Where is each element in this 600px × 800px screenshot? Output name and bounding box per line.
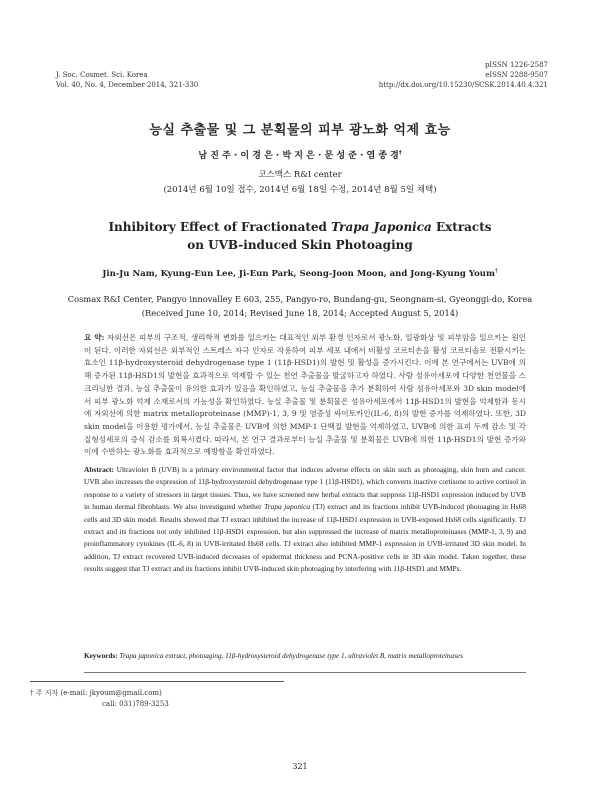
doi-link[interactable]: http://dx.doi.org/10.15230/SCSK.2014.40.4.321 — [378, 81, 548, 89]
page-number: 321 — [292, 762, 308, 771]
authors-korean-names: 남 진 주 · 이 경 은 · 박 지 은 · 문 성 준 · 염 종 경 — [198, 151, 399, 161]
affiliation-english-address: Cosmax R&I Center, Pangyo innovalley E 603, 255, Pangyo-ro, Bundang-gu, Seongnam-si, Gyeonggi-do, Korea — [67, 294, 533, 304]
journal-volume: Vol. 40, No. 4, December 2014, 321-330 — [56, 81, 199, 89]
title-english — [0, 218, 600, 254]
corresponding-mark: † — [398, 150, 402, 156]
corresponding-mark-en: † — [494, 268, 498, 274]
keywords-divider — [84, 672, 526, 673]
title-english-line2: on UVB-induced Skin Photoaging — [187, 238, 413, 252]
abstract-korean — [84, 332, 526, 459]
journal-header-right — [379, 60, 548, 90]
authors-english — [0, 268, 600, 279]
abstract-korean-label: 요 약: — [84, 333, 105, 342]
authors-korean — [0, 148, 600, 161]
footnote-divider — [30, 681, 284, 682]
affiliation-korean: 코스맥스 R&I center — [258, 170, 342, 180]
footnote-author: † 주 저자 (e-mail: jkyoum@gmail.com) — [30, 689, 162, 697]
keywords-text: Trapa japonica extract, photoaging, 11β-hydroxysteroid dehydrogenase type 1, ultraviolet B, matrix metalloproteinases — [117, 652, 463, 660]
title-korean: 능실 추출물 및 그 분획물의 피부 광노화 억제 효능 — [149, 123, 451, 138]
title-english-line1: Inhibitory Effect of Fractionated Trapa Japonica Extracts — [108, 220, 492, 234]
keywords-label: Keywords: — [84, 652, 118, 660]
abstract-korean-text: 자외선은 피부의 구조적, 생리학적 변화를 일으키는 대표적인 외부 환경 인자로서 광노화, 일광화상 및 피부암을 일으키는 원인이 된다. 이러한 자외선은 외부적인 스트레스 자극 인자로 작용하여 피부 세포 내에서 비활성 코르티손을 활성 코르티솔로 전환시키는 효소인 11β-hydroxysteroid dehydrogenase type 1 (11β-HSD1)의 발현 및 활성을 증가시킨다. 이에 본 연구에서는 UVB에 의해 증가된 11β-HSD1의 발현을 효과적으로 억제할 수 있는 천연 추출물을 발굴하고자 하였다. 사람 섬유아세포에 다양한 천연물을 스크리닝한 결과, 능실 추출물이 유의한 효과가 있음을 확인하였고, 능실 추출물을 추가 분획하여 사람 섬유아세포와 3D skin model에서 피부 광노화 억제 소재로서의 가능성을 확인하였다. 능실 추출물 및 분획물은 섬유아세포에서 11β-HSD1의 발현을 억제함과 동시에 자외선에 의한 matrix metalloproteinase (MMP)-1, 3, 9 및 염증성 싸이토카인(IL-6, 8)의 발현 증가를 억제하였다. 또한, 3D skin model을 이용한 평가에서, 능실 추출물은 UVB에 의한 MMP-1 단백질 발현을 억제하였고, UVB에 의한 표피 두께 감소 및 각질형성세포의 증식 감소를 회복시켰다. 따라서, 본 연구 결과로부터 능실 추출물 및 분획물은 UVB에 의한 11β-HSD1의 발현 증가와 이에 수반하는 광노화를 효과적으로 예방함을 확인하였다. — [84, 333, 526, 457]
abstract-species-name: Trapa japonica — [264, 502, 311, 512]
journal-header-left — [56, 70, 198, 90]
species-name: Trapa Japonica — [331, 220, 432, 234]
footnote-phone: call: 031)789-3253 — [102, 700, 169, 708]
affiliation-english — [0, 292, 600, 320]
journal-name: J. Soc. Cosmet. Sci. Korea — [56, 71, 148, 79]
keywords — [84, 652, 526, 660]
footnote — [30, 688, 169, 710]
dates-korean: (2014년 6월 10일 접수, 2014년 6월 18일 수정, 2014년 8월 5일 채택) — [163, 185, 437, 195]
abstract-english-label: Abstract: — [84, 465, 114, 474]
abstract-english: Abstract: Ultraviolet B (UVB) is a primary environmental factor that induces adverse effects on skin such as photoaging, skin burn and cancer. UVB also increases the expression of 11β-hydroxysteroid dehydrogenase type 1 (11β-HSD1), which converts inactive cortisone to active cortisol in response to a variety of stressors in target tissues. Thus, we have screened new herbal extracts that suppress 11β-HSD1 expression induced by UVB in human dermal fibroblasts. We also investigated whether Trapa japonica (TJ) extract and its fractions inhibit UVB-induced photoaging in Hs68 cells and 3D skin model. Results showed that TJ extract inhibited the increase of 11β-HSD1 expression in UVB-exposed Hs68 cells significantly. TJ extract and its fractions not only inhibited 11β-HSD1 expression, but also suppressed the increase of matrix metalloproteinases (MMP-1, 3, 9) and proinflammatory cytokines (IL-6, 8) in UVB-irritated Hs68 cells. TJ extract also inhibited MMP-1 expression in UVB-irritated 3D skin model. In addition, TJ extract recovered UVB-induced decreases of epidermal thickness and PCNA-positive cells in 3D skin model. Taken together, these results suggest that TJ extract and its fractions inhibit UVB-induced skin photoaging by interfering with 11β-HSD1 and MMPs. — [84, 465, 526, 574]
dates-english: (Received June 10, 2014; Revised June 18, 2014; Accepted August 5, 2014) — [141, 308, 459, 318]
pissn: pISSN 1226-2587 — [484, 61, 548, 69]
eissn: eISSN 2288-9507 — [485, 71, 548, 79]
authors-english-names: Jin-Ju Nam, Kyung-Eun Lee, Ji-Eun Park, Seong-Joon Moon, and Jong-Kyung Youm — [102, 268, 495, 279]
